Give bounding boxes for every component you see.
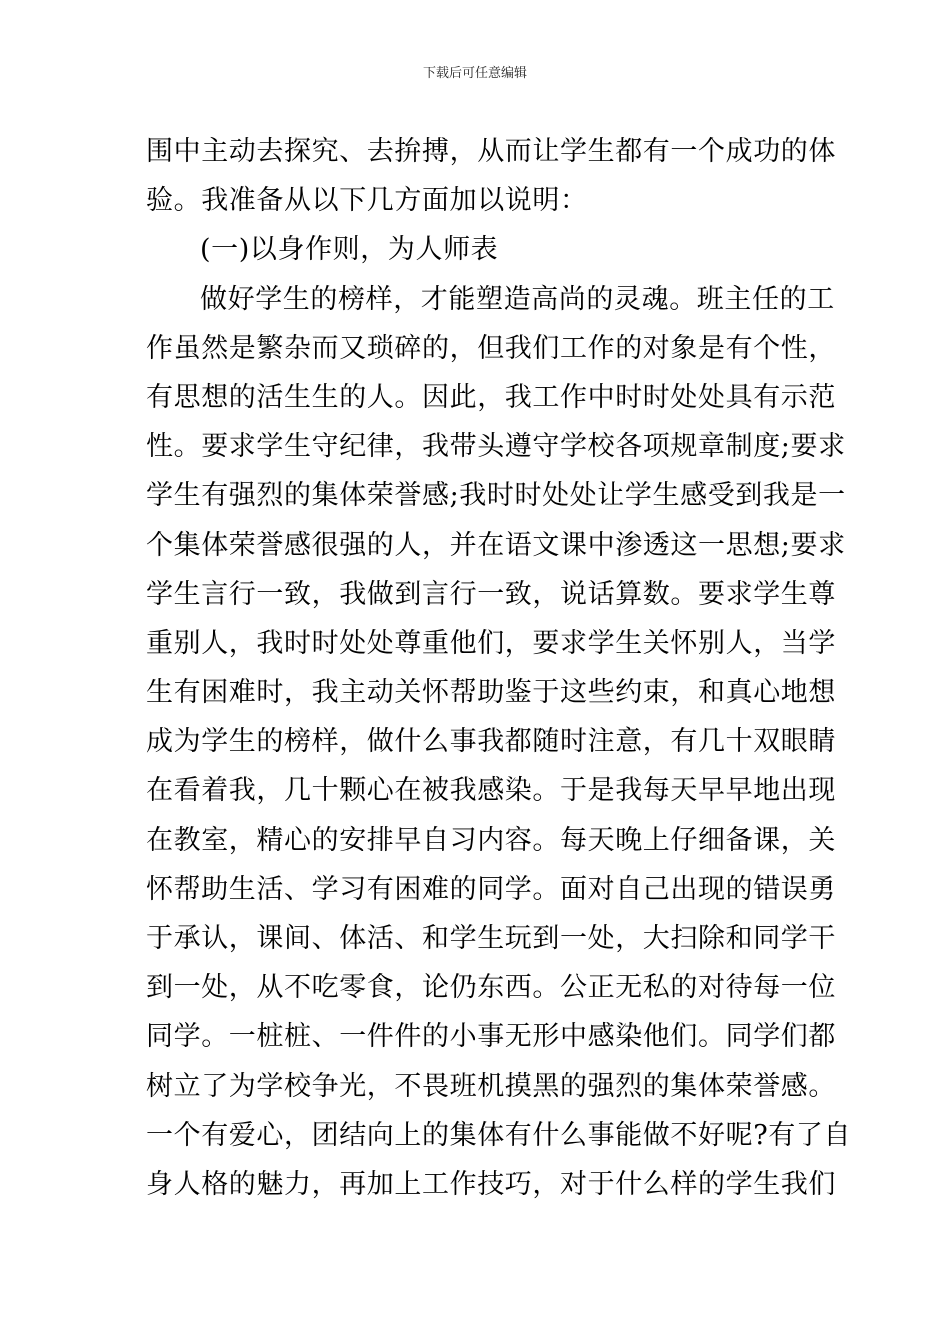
text-line: 做好学生的榜样，才能塑造高尚的灵魂。班主任的工	[200, 283, 835, 315]
text-line: 围中主动去探究、去拚搏，从而让学生都有一个成功的体	[146, 136, 836, 167]
text-line: 学生言行一致，我做到言行一致，说话算数。要求学生尊	[146, 578, 836, 610]
text-line: 于承认，课间、体活、和学生玩到一处，大扫除和同学干	[146, 923, 836, 954]
text-line: 个集体荣誉感很强的人，并在语文课中渗透这一思想;要求	[146, 529, 846, 561]
document-body	[146, 127, 852, 1209]
text-line: 重别人，我时时处处尊重他们，要求学生关怀别人，当学	[146, 627, 836, 659]
text-line: 性。要求学生守纪律，我带头遵守学校各项规章制度;要求	[146, 431, 846, 463]
page-header: 下载后可任意编辑	[422, 66, 527, 81]
text-line: 同学。一桩桩、一件件的小事无形中感染他们。同学们都	[146, 1021, 836, 1053]
text-line: (一)以身作则，为人师表	[200, 234, 499, 266]
text-line: 作虽然是繁杂而又琐碎的，但我们工作的对象是有个性，	[146, 332, 836, 364]
text-line: 身人格的魅力，再加上工作技巧，对于什么样的学生我们	[146, 1168, 836, 1200]
text-line: 树立了为学校争光，不畏班机摸黑的强烈的集体荣誉感。	[146, 1070, 836, 1102]
text-line: 学生有强烈的集体荣誉感;我时时处处让学生感受到我是一	[146, 480, 846, 512]
text-line: 怀帮助生活、学习有困难的同学。面对自己出现的错误勇	[146, 873, 836, 905]
text-line: 生有困难时，我主动关怀帮助鉴于这些约束，和真心地想	[146, 677, 836, 709]
text-line: 在教室，精心的安排早自习内容。每天晚上仔细备课，关	[146, 824, 836, 856]
text-line: 在看着我，几十颗心在被我感染。于是我每天早早地出现	[146, 775, 836, 807]
text-line: 一个有爱心，团结向上的集体有什么事能做不好呢?有了自	[146, 1119, 852, 1151]
text-line: 到一处，从不吃零食，论仍东西。公正无私的对待每一位	[146, 972, 836, 1004]
text-line: 成为学生的榜样，做什么事我都随时注意，有几十双眼睛	[146, 726, 836, 758]
text-line: 有思想的活生生的人。因此，我工作中时时处处具有示范	[146, 381, 836, 413]
text-line: 验。我准备从以下几方面加以说明：	[146, 185, 588, 217]
